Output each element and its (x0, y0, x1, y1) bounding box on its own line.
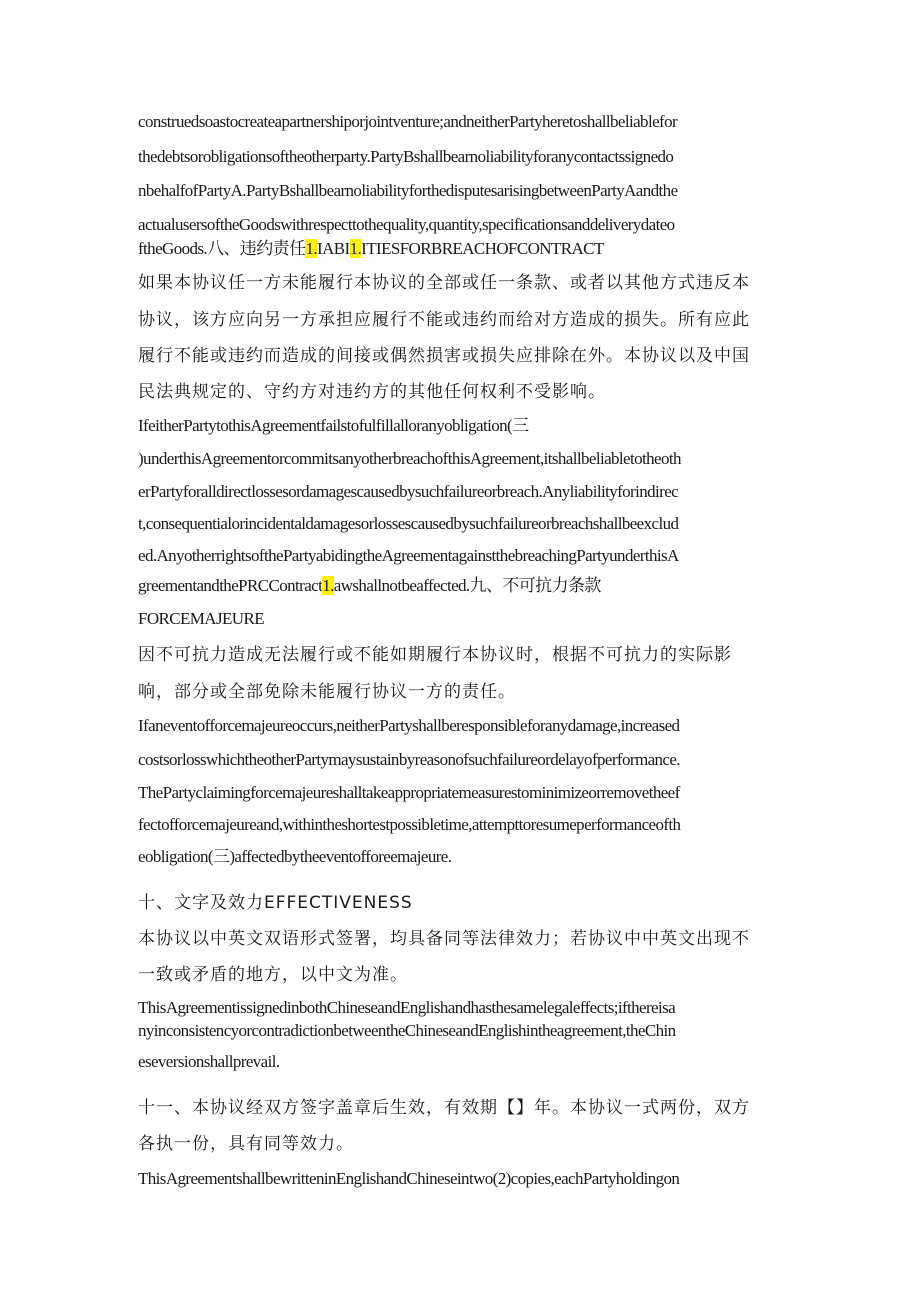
text-line: 如果本协议任一方未能履行本协议的全部或任一条款、或者以其他方式违反本 (138, 273, 750, 293)
text-line: Ifaneventofforcemajeureoccurs,neitherPartyshallberesponsibleforanydamage,increased (138, 716, 680, 735)
text-line: nbehalfofPartyA.PartyBshallbearnoliabilityforthedisputesarisingbetweenPartyAandthe (138, 181, 678, 200)
text-line: )underthisAgreementorcommitsanyotherbreachofthisAgreement,itshallbeliabletotheoth (138, 449, 681, 468)
text-line: eseversionshallprevail. (138, 1052, 280, 1071)
highlighted-text: 1. (349, 239, 362, 258)
text-run: IABI (317, 239, 350, 258)
highlighted-text: 1. (322, 576, 334, 595)
text-line: fectofforcemajeureand,withintheshortestpossibletime,attempttoresumeperformanceofth (138, 815, 681, 834)
text-line: 各执一份，具有同等效力。 (138, 1134, 354, 1154)
text-line: 本协议以中英文双语形式签署，均具备同等法律效力；若协议中中英文出现不 (138, 929, 750, 949)
section-heading: 十、文字及效力EFFECTIVENESS (138, 893, 413, 913)
text-line: IfeitherPartytothisAgreementfailstofulfillalloranyobligation(三 (138, 416, 529, 435)
section-heading: FORCEMAJEURE (138, 609, 264, 628)
text-line: 履行不能或违约而造成的间接或偶然损害或损失应排除在外。本协议以及中国 (138, 346, 750, 366)
text-line: 协议，该方应向另一方承担应履行不能或违约而给对方造成的损失。所有应此 (138, 310, 750, 330)
text-line: 一致或矛盾的地方，以中文为准。 (138, 965, 408, 985)
text-line: costsorlosswhichtheotherPartymaysustainbyreasonofsuchfailureordelayofperformance. (138, 750, 680, 769)
text-line: ThePartyclaimingforcemajeureshalltakeappropriatemeasurestominimizeorremovetheef (138, 783, 680, 802)
text-line: 因不可抗力造成无法履行或不能如期履行本协议时，根据不可抗力的实际影 (138, 645, 732, 665)
text-line: ed.AnyotherrightsofthePartyabidingtheAgreementagainstthebreachingPartyunderthisA (138, 546, 679, 565)
text-line: t,consequentialorincidentaldamagesorlossescausedbysuchfailureorbreachshallbeexclud (138, 514, 679, 533)
text-line: nyinconsistencyorcontradictionbetweentheChineseandEnglishintheagreement,theChin (138, 1021, 676, 1040)
text-line: 十一、本协议经双方签字盖章后生效，有效期【】年。本协议一式两份，双方 (138, 1098, 750, 1118)
text-line: thedebtsorobligationsoftheotherparty.PartyBshallbearnoliabilityforanycontactssignedo (138, 147, 674, 166)
text-line: 民法典规定的、守约方对违约方的其他任何权利不受影响。 (138, 382, 606, 402)
text-line: ThisAgreementissignedinbothChineseandEnglishandhasthesamelegaleffects;ifthereisa (138, 998, 676, 1017)
section-9-heading-line (138, 575, 601, 597)
section-8-heading-line (138, 238, 604, 260)
text-run: ftheGoods.八、违约责任 (138, 239, 306, 258)
text-line: eobligation(三)affectedbytheeventofforeemajeure. (138, 847, 452, 866)
highlighted-text: 1. (305, 239, 318, 258)
text-run: greementandthePRCContract (138, 576, 323, 595)
text-line: erPartyforalldirectlossesordamagescausedbysuchfailureorbreach.Anyliabilityforindirec (138, 482, 679, 501)
text-line: ThisAgreementshallbewritteninEnglishandChineseintwo(2)copies,eachPartyholdingon (138, 1169, 680, 1188)
text-line: actualusersoftheGoodswithrespecttothequality,quantity,specificationsanddeliverydateo (138, 215, 675, 234)
text-run: awshallnotbeaffected.九、不可抗力条款 (333, 576, 601, 595)
text-run: ITIESFORBREACHOFCONTRACT (361, 239, 604, 258)
text-line: 响，部分或全部免除未能履行协议一方的责任。 (138, 682, 516, 702)
text-line: construedsoastocreateapartnershiporjointventure;andneitherPartyheretoshallbeliablefor (138, 112, 678, 131)
